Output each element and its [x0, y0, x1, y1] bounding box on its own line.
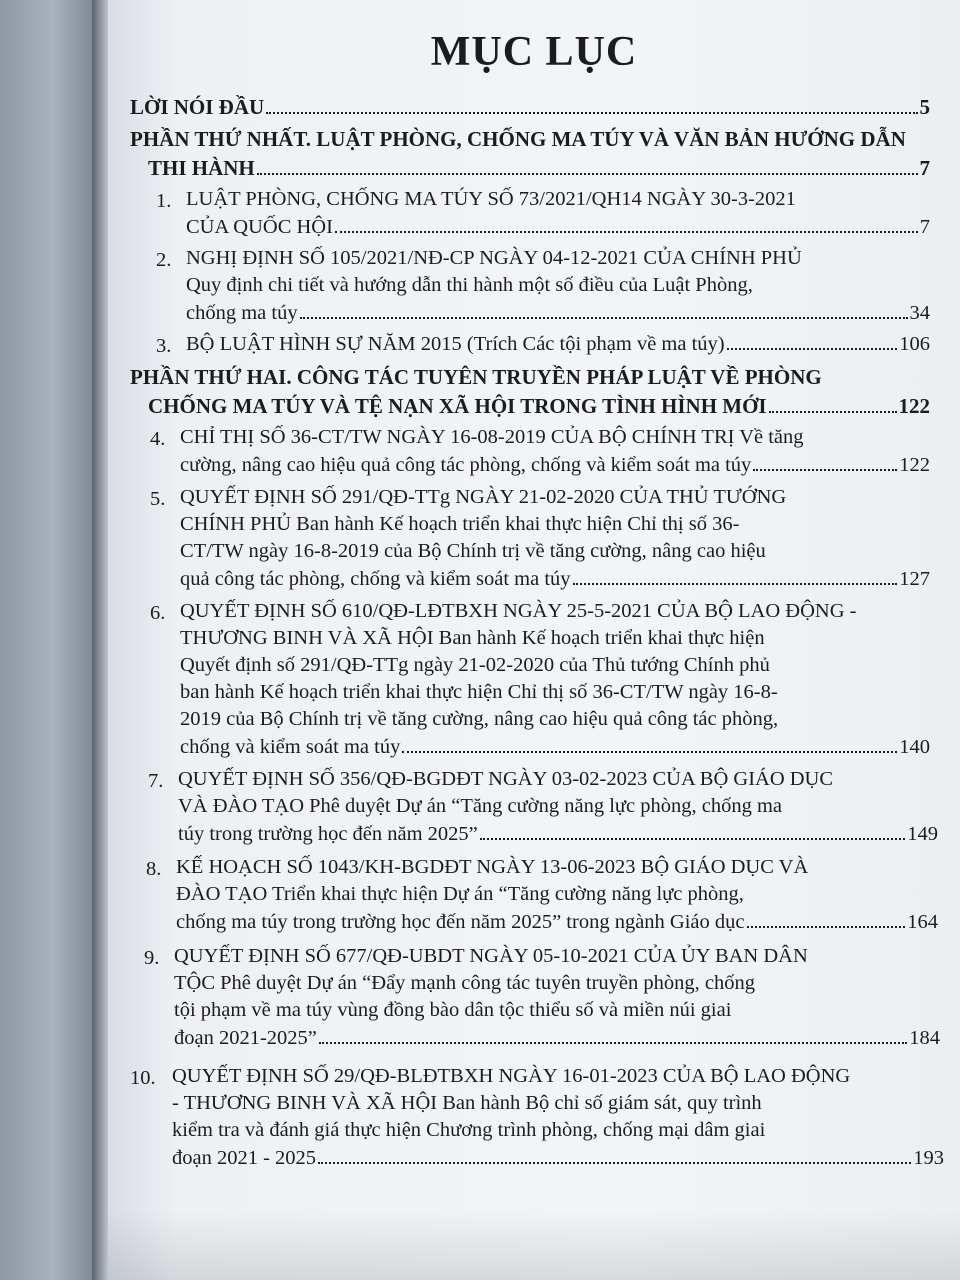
toc-part2-page: 122 — [898, 394, 930, 418]
toc-item-5-page: 127 — [899, 568, 930, 590]
toc-item-7-line2: VÀ ĐÀO TẠO Phê duyệt Dự án “Tăng cường năng lực phòng, chống ma — [178, 795, 783, 817]
toc-item-6-last[interactable]: chống và kiểm soát ma túy 140 — [180, 736, 930, 758]
toc-item-7-page: 149 — [907, 823, 938, 845]
toc-item-number: 8. — [146, 858, 162, 880]
toc-item-number: 10. — [130, 1067, 156, 1089]
toc-part1-line2[interactable]: THI HÀNH 7 — [148, 156, 930, 180]
toc-item-number: 3. — [156, 335, 172, 357]
toc-item-10-last[interactable]: đoạn 2021 - 2025 193 — [172, 1147, 944, 1169]
toc-item-8-line1[interactable]: KẾ HOẠCH SỐ 1043/KH-BGDĐT NGÀY 13-06-2023 BỘ GIÁO DỤC VÀ — [176, 856, 809, 878]
toc-item-9-line1[interactable]: QUYẾT ĐỊNH SỐ 677/QĐ-UBDT NGÀY 05-10-2021 CỦA ỦY BAN DÂN — [174, 945, 808, 967]
toc-item-10-line3: kiểm tra và đánh giá thực hiện Chương trình phòng, chống mại dâm giai — [172, 1119, 766, 1141]
toc-item-3[interactable]: BỘ LUẬT HÌNH SỰ NĂM 2015 (Trích Các tội phạm về ma túy) 106 — [186, 333, 930, 355]
toc-item-number: 1. — [156, 190, 172, 212]
toc-item-1-line1[interactable]: LUẬT PHÒNG, CHỐNG MA TÚY SỐ 73/2021/QH14 NGÀY 30-3-2021 — [186, 188, 796, 210]
toc-item-2-page: 34 — [909, 302, 930, 324]
toc-item-9-last[interactable]: đoạn 2021-2025” 184 — [174, 1027, 940, 1049]
left-page-edge — [0, 0, 96, 1280]
toc-item-number: 5. — [150, 488, 166, 510]
toc-item-number: 4. — [150, 428, 166, 450]
toc-item-8-page: 164 — [907, 911, 938, 933]
toc-item-5-line1[interactable]: QUYẾT ĐỊNH SỐ 291/QĐ-TTg NGÀY 21-02-2020 CỦA THỦ TƯỚNG — [180, 486, 787, 508]
toc-part2-line2[interactable]: CHỐNG MA TÚY VÀ TỆ NẠN XÃ HỘI TRONG TÌNH HÌNH MỚI 122 — [148, 394, 930, 418]
toc-item-5-last[interactable]: quả công tác phòng, chống và kiểm soát ma túy 127 — [180, 568, 930, 590]
toc-part1-line1[interactable]: PHẦN THỨ NHẤT. LUẬT PHÒNG, CHỐNG MA TÚY VÀ VĂN BẢN HƯỚNG DẪN — [130, 127, 906, 151]
toc-item-10-line2: - THƯƠNG BINH VÀ XÃ HỘI Ban hành Bộ chỉ số giám sát, quy trình — [172, 1092, 762, 1114]
toc-item-2-last[interactable]: chống ma túy 34 — [186, 302, 930, 324]
toc-item-1-last[interactable]: CỦA QUỐC HỘI 7 — [186, 216, 930, 238]
toc-item-9-page: 184 — [909, 1027, 940, 1049]
toc-item-3-page: 106 — [899, 333, 930, 355]
toc-part2-line1[interactable]: PHẦN THỨ HAI. CÔNG TÁC TUYÊN TRUYỀN PHÁP LUẬT VỀ PHÒNG — [130, 365, 822, 389]
toc-item-2-line2: Quy định chi tiết và hướng dẫn thi hành một số điều của Luật Phòng, — [186, 274, 753, 296]
toc-page — [108, 0, 960, 1280]
toc-item-2-line1[interactable]: NGHỊ ĐỊNH SỐ 105/2021/NĐ-CP NGÀY 04-12-2021 CỦA CHÍNH PHỦ — [186, 247, 802, 269]
toc-item-5-line2: CHÍNH PHỦ Ban hành Kế hoạch triển khai thực hiện Chỉ thị số 36- — [180, 513, 740, 535]
page-shadow — [108, 1210, 960, 1280]
toc-preface[interactable] — [130, 94, 930, 120]
toc-item-6-line5: 2019 của Bộ Chính trị về tăng cường, nâng cao hiệu quả công tác phòng, — [180, 708, 779, 730]
toc-item-6-page: 140 — [899, 736, 930, 758]
toc-item-4-last[interactable]: cường, nâng cao hiệu quả công tác phòng, chống và kiểm soát ma túy 122 — [180, 454, 930, 476]
toc-item-7-line1[interactable]: QUYẾT ĐỊNH SỐ 356/QĐ-BGDĐT NGÀY 03-02-2023 CỦA BỘ GIÁO DỤC — [178, 768, 834, 790]
toc-item-5-line3: CT/TW ngày 16-8-2019 của Bộ Chính trị về tăng cường, nâng cao hiệu — [180, 540, 766, 562]
toc-item-6-line2: THƯƠNG BINH VÀ XÃ HỘI Ban hành Kế hoạch triển khai thực hiện — [180, 627, 765, 649]
toc-part1-page: 7 — [919, 156, 930, 180]
toc-item-4-line1[interactable]: CHỈ THỊ SỐ 36-CT/TW NGÀY 16-08-2019 CỦA BỘ CHÍNH TRỊ Về tăng — [180, 426, 804, 448]
toc-item-number: 6. — [150, 602, 166, 624]
toc-item-9-line2: TỘC Phê duyệt Dự án “Đẩy mạnh công tác tuyên truyền phòng, chống — [174, 972, 755, 994]
toc-item-6-line1[interactable]: QUYẾT ĐỊNH SỐ 610/QĐ-LĐTBXH NGÀY 25-5-2021 CỦA BỘ LAO ĐỘNG - — [180, 600, 857, 622]
toc-item-1-page: 7 — [919, 216, 930, 238]
toc-item-10-page: 193 — [913, 1147, 944, 1169]
toc-preface-label: LỜI NÓI ĐẦU — [130, 95, 265, 119]
toc-item-4-page: 122 — [899, 454, 930, 476]
toc-item-7-last[interactable]: túy trong trường học đến năm 2025” 149 — [178, 823, 938, 845]
toc-item-number: 2. — [156, 249, 172, 271]
toc-preface-page: 5 — [919, 95, 930, 119]
toc-item-8-line2: ĐÀO TẠO Triển khai thực hiện Dự án “Tăng cường năng lực phòng, — [176, 883, 744, 905]
toc-item-6-line3: Quyết định số 291/QĐ-TTg ngày 21-02-2020 của Thủ tướng Chính phủ — [180, 654, 770, 676]
toc-item-6-line4: ban hành Kế hoạch triển khai thực hiện Chỉ thị số 36-CT/TW ngày 16-8- — [180, 681, 778, 703]
page-title: MỤC LỤC — [430, 29, 638, 75]
toc-item-8-last[interactable]: chống ma túy trong trường học đến năm 2025” trong ngành Giáo dục 164 — [176, 911, 938, 933]
toc-item-number: 9. — [144, 947, 160, 969]
toc-item-10-line1[interactable]: QUYẾT ĐỊNH SỐ 29/QĐ-BLĐTBXH NGÀY 16-01-2023 CỦA BỘ LAO ĐỘNG — [172, 1065, 851, 1087]
toc-item-number: 7. — [148, 770, 164, 792]
toc-item-9-line3: tội phạm về ma túy vùng đồng bào dân tộc thiểu số và miền núi giai — [174, 999, 732, 1021]
